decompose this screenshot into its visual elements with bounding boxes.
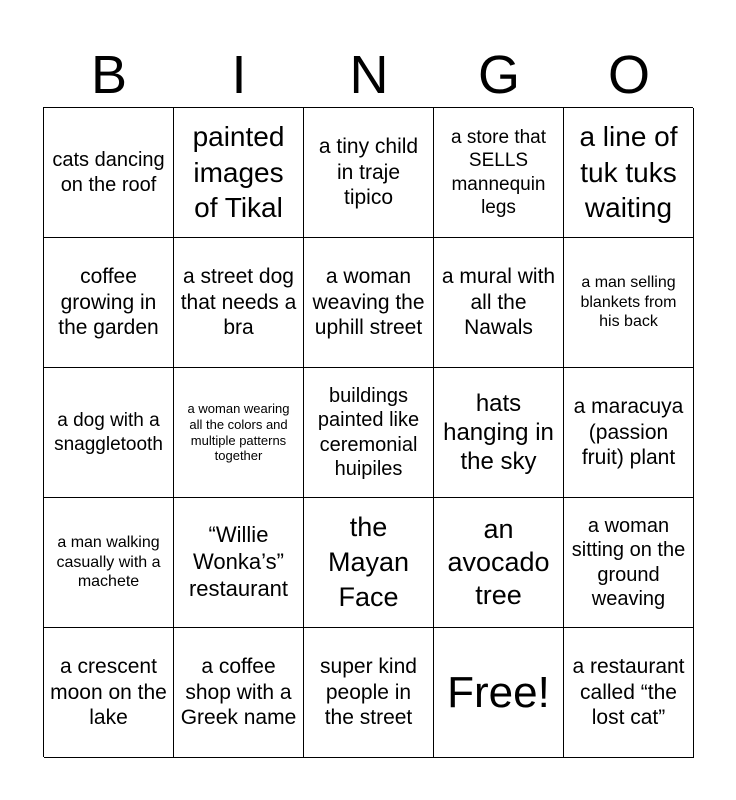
header-letter-n: N — [349, 45, 389, 105]
bingo-cell[interactable]: a man walking casually with a machete — [44, 498, 174, 628]
bingo-cell[interactable]: a restaurant called “the lost cat” — [564, 628, 694, 758]
bingo-cell[interactable]: a maracuya (passion fruit) plant — [564, 368, 694, 498]
bingo-cell[interactable]: a woman sitting on the ground weaving — [564, 498, 694, 628]
bingo-cell[interactable]: buildings painted like ceremonial huipiles — [304, 368, 434, 498]
free-space-cell[interactable]: Free! — [434, 628, 564, 758]
header-letter-o: O — [607, 45, 650, 105]
bingo-cell[interactable]: a store that SELLS mannequin legs — [434, 108, 564, 238]
bingo-cell[interactable]: a woman wearing all the colors and multiple patterns together — [174, 368, 304, 498]
bingo-cell[interactable]: painted images of Tikal — [174, 108, 304, 238]
bingo-cell[interactable]: a line of tuk tuks waiting — [564, 108, 694, 238]
bingo-cell[interactable]: a coffee shop with a Greek name — [174, 628, 304, 758]
bingo-cell[interactable]: a crescent moon on the lake — [44, 628, 174, 758]
bingo-cell[interactable]: an avocado tree — [434, 498, 564, 628]
bingo-cell[interactable]: super kind people in the street — [304, 628, 434, 758]
bingo-cell[interactable]: a man selling blankets from his back — [564, 238, 694, 368]
bingo-grid — [43, 107, 693, 757]
bingo-cell[interactable]: a woman weaving the uphill street — [304, 238, 434, 368]
bingo-cell[interactable]: the Mayan Face — [304, 498, 434, 628]
bingo-cell[interactable]: hats hanging in the sky — [434, 368, 564, 498]
bingo-cell[interactable]: a dog with a snaggletooth — [44, 368, 174, 498]
bingo-cell[interactable]: coffee growing in the garden — [44, 238, 174, 368]
header-letter-b: B — [90, 45, 128, 105]
bingo-cell[interactable]: a mural with all the Nawals — [434, 238, 564, 368]
header-letter-g: G — [477, 45, 520, 105]
bingo-cell[interactable]: cats dancing on the roof — [44, 108, 174, 238]
header-letter-i: I — [231, 45, 247, 105]
bingo-cell[interactable]: “Willie Wonka’s” restaurant — [174, 498, 304, 628]
bingo-header — [44, 44, 694, 106]
bingo-cell[interactable]: a street dog that needs a bra — [174, 238, 304, 368]
bingo-cell[interactable]: a tiny child in traje tipico — [304, 108, 434, 238]
